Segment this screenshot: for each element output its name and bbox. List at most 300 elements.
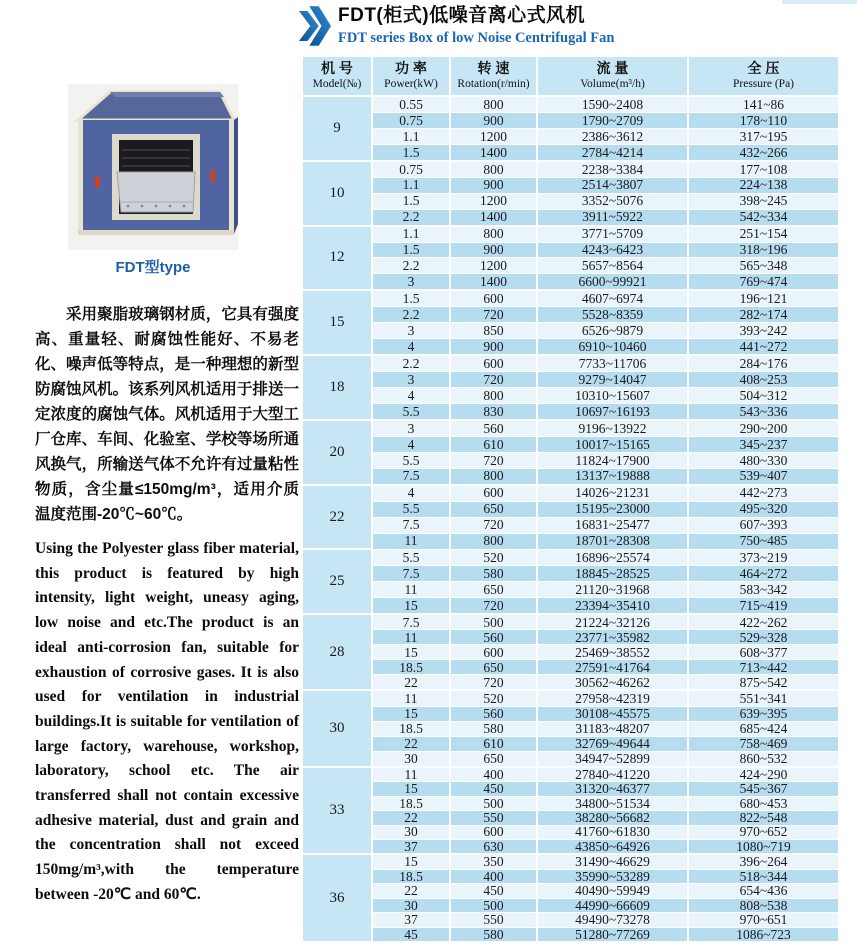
table-cell: 680~453 [689, 797, 838, 810]
table-cell: 9279~14047 [538, 372, 687, 387]
table-row [373, 839, 838, 853]
column-header-model-zh: 机 号 [321, 60, 353, 77]
table-cell: 685~424 [689, 722, 838, 736]
table-cell: 16896~25574 [538, 550, 687, 565]
table-cell: 31320~46377 [538, 782, 687, 795]
table-cell: 720 [451, 453, 536, 468]
table-row [373, 486, 838, 501]
table-cell: 393~242 [689, 323, 838, 338]
column-header-pressure [689, 57, 838, 95]
table-row [373, 517, 838, 533]
table-row [373, 883, 838, 897]
table-cell: 432~266 [689, 145, 838, 160]
table-cell: 422~262 [689, 615, 838, 629]
table-row [373, 659, 838, 674]
table-cell: 1.5 [373, 194, 449, 209]
table-cell: 10697~16193 [538, 404, 687, 419]
model-group-rows [373, 615, 838, 689]
title-block [338, 4, 614, 47]
table-cell: 5657~8564 [538, 258, 687, 273]
table-cell: 18.5 [373, 797, 449, 810]
table-cell: 5.5 [373, 502, 449, 517]
table-cell: 543~336 [689, 404, 838, 419]
table-cell: 3 [373, 372, 449, 387]
table-row [373, 452, 838, 468]
model-group [303, 291, 838, 354]
table-cell: 6910~10460 [538, 339, 687, 354]
table-cell: 7733~11706 [538, 356, 687, 371]
table-row [373, 597, 838, 613]
table-cell: 11 [373, 768, 449, 781]
table-cell: 21120~31968 [538, 582, 687, 597]
model-number-cell: 22 [303, 486, 371, 549]
table-cell: 610 [451, 737, 536, 751]
table-cell: 282~174 [689, 307, 838, 322]
table-row [373, 387, 838, 403]
table-cell: 22 [373, 675, 449, 689]
table-cell: 1086~723 [689, 928, 838, 941]
table-row [373, 550, 838, 565]
table-cell: 1200 [451, 129, 536, 144]
table-row [373, 781, 838, 795]
table-cell: 600 [451, 826, 536, 839]
table-cell: 650 [451, 752, 536, 766]
table-cell: 545~367 [689, 782, 838, 795]
model-group-rows [373, 162, 838, 225]
table-cell: 441~272 [689, 339, 838, 354]
table-cell: 5.5 [373, 550, 449, 565]
table-cell: 400 [451, 870, 536, 883]
table-cell: 720 [451, 307, 536, 322]
table-cell: 284~176 [689, 356, 838, 371]
table-cell: 22 [373, 811, 449, 824]
table-cell: 408~253 [689, 372, 838, 387]
table-cell: 970~651 [689, 913, 838, 926]
table-cell: 44990~66609 [538, 899, 687, 912]
table-row [373, 629, 838, 644]
table-cell: 0.75 [373, 162, 449, 177]
table-cell: 15 [373, 598, 449, 613]
table-cell: 1400 [451, 145, 536, 160]
column-header-power-zh: 功 率 [395, 60, 427, 77]
model-group [303, 691, 838, 765]
table-cell: 800 [451, 162, 536, 177]
table-cell: 30 [373, 826, 449, 839]
table-cell: 178~110 [689, 113, 838, 128]
table-cell: 15 [373, 855, 449, 868]
table-cell: 2386~3612 [538, 129, 687, 144]
table-cell: 464~272 [689, 566, 838, 581]
table-row [373, 581, 838, 597]
table-cell: 450 [451, 884, 536, 897]
table-cell: 580 [451, 722, 536, 736]
table-cell: 550 [451, 913, 536, 926]
table-cell: 400 [451, 768, 536, 781]
table-cell: 720 [451, 598, 536, 613]
table-cell: 551~341 [689, 691, 838, 705]
table-cell: 49490~73278 [538, 913, 687, 926]
table-cell: 560 [451, 630, 536, 644]
table-cell: 500 [451, 797, 536, 810]
model-group-rows [373, 97, 838, 160]
model-group [303, 550, 838, 613]
model-group [303, 356, 838, 419]
table-cell: 608~377 [689, 645, 838, 659]
table-cell: 875~542 [689, 675, 838, 689]
table-row [373, 273, 838, 289]
table-cell: 15 [373, 707, 449, 721]
table-row [373, 706, 838, 721]
model-group [303, 486, 838, 549]
model-group [303, 227, 838, 290]
model-group [303, 162, 838, 225]
model-group [303, 97, 838, 160]
page-title-en: FDT series Box of low Noise Centrifugal Fan [338, 30, 615, 46]
table-row [373, 356, 838, 371]
model-number-cell: 15 [303, 291, 371, 354]
table-cell: 0.55 [373, 97, 449, 112]
table-cell: 2514~3807 [538, 178, 687, 193]
table-cell: 38280~56682 [538, 811, 687, 824]
table-cell: 4607~6974 [538, 291, 687, 306]
table-cell: 450 [451, 782, 536, 795]
table-row [373, 322, 838, 338]
table-cell: 10310~15607 [538, 388, 687, 403]
table-row [373, 825, 838, 839]
model-number-cell: 36 [303, 855, 371, 941]
table-cell: 40490~59949 [538, 884, 687, 897]
table-cell: 560 [451, 707, 536, 721]
column-header-power-en: Power(kW) [384, 77, 438, 90]
model-group [303, 615, 838, 689]
table-row [373, 291, 838, 306]
table-cell: 4 [373, 339, 449, 354]
column-header-rotation-en: Rotation(r/min) [457, 77, 530, 90]
table-cell: 808~538 [689, 899, 838, 912]
table-cell: 1400 [451, 210, 536, 225]
table-cell: 4 [373, 437, 449, 452]
table-cell: 715~419 [689, 598, 838, 613]
table-cell: 542~334 [689, 210, 838, 225]
table-cell: 31183~48207 [538, 722, 687, 736]
table-cell: 317~195 [689, 129, 838, 144]
table-cell: 900 [451, 113, 536, 128]
column-header-model [303, 57, 371, 95]
table-cell: 800 [451, 534, 536, 549]
table-cell: 3352~5076 [538, 194, 687, 209]
table-row [373, 615, 838, 629]
table-row [373, 751, 838, 766]
table-cell: 583~342 [689, 582, 838, 597]
table-cell: 22 [373, 884, 449, 897]
photo-caption: FDT型type [115, 259, 191, 276]
model-group-rows [373, 768, 838, 854]
table-cell: 177~108 [689, 162, 838, 177]
table-row [373, 533, 838, 549]
table-cell: 769~474 [689, 274, 838, 289]
table-cell: 520 [451, 691, 536, 705]
table-cell: 51280~77269 [538, 928, 687, 941]
table-row [373, 421, 838, 436]
model-group-rows [373, 421, 838, 484]
table-cell: 7.5 [373, 518, 449, 533]
table-cell: 560 [451, 421, 536, 436]
table-row [373, 193, 838, 209]
table-row [373, 721, 838, 736]
model-group [303, 768, 838, 854]
table-cell: 11 [373, 534, 449, 549]
table-row [373, 565, 838, 581]
table-row [373, 691, 838, 705]
table-row [373, 855, 838, 868]
table-cell: 31490~46629 [538, 855, 687, 868]
table-cell: 1590~2408 [538, 97, 687, 112]
table-cell: 3911~5922 [538, 210, 687, 225]
table-cell: 600 [451, 291, 536, 306]
table-cell: 1.1 [373, 227, 449, 242]
spec-table [303, 57, 838, 941]
table-cell: 6526~9879 [538, 323, 687, 338]
table-cell: 713~442 [689, 660, 838, 674]
table-cell: 822~548 [689, 811, 838, 824]
table-cell: 800 [451, 469, 536, 484]
table-cell: 34800~51534 [538, 797, 687, 810]
table-cell: 15195~23000 [538, 502, 687, 517]
table-row [373, 810, 838, 824]
table-cell: 1080~719 [689, 840, 838, 853]
table-cell: 639~395 [689, 707, 838, 721]
table-cell: 2.2 [373, 210, 449, 225]
column-header-model-en: Model(№) [312, 77, 362, 90]
model-number-cell: 28 [303, 615, 371, 689]
table-cell: 600 [451, 486, 536, 501]
model-number-cell: 20 [303, 421, 371, 484]
model-group-rows [373, 291, 838, 354]
table-header-row [303, 57, 838, 95]
table-cell: 2238~3384 [538, 162, 687, 177]
table-row [373, 112, 838, 128]
table-row [373, 644, 838, 659]
page-header [299, 4, 614, 48]
model-number-cell: 18 [303, 356, 371, 419]
table-cell: 1200 [451, 258, 536, 273]
table-cell: 600 [451, 645, 536, 659]
table-row [373, 144, 838, 160]
table-row [373, 338, 838, 354]
table-cell: 290~200 [689, 421, 838, 436]
table-cell: 4 [373, 486, 449, 501]
model-group-rows [373, 691, 838, 765]
table-cell: 25469~38552 [538, 645, 687, 659]
table-cell: 900 [451, 178, 536, 193]
table-cell: 580 [451, 566, 536, 581]
table-cell: 21224~32126 [538, 615, 687, 629]
table-cell: 720 [451, 675, 536, 689]
column-header-volume-zh: 流 量 [596, 60, 629, 77]
table-row [373, 306, 838, 322]
table-row [373, 128, 838, 144]
table-cell: 27840~41220 [538, 768, 687, 781]
table-cell: 7.5 [373, 566, 449, 581]
table-cell: 580 [451, 928, 536, 941]
column-header-rotation-zh: 转 速 [477, 60, 510, 77]
table-row [373, 177, 838, 193]
table-cell: 14026~21231 [538, 486, 687, 501]
column-header-pressure-en: Pressure (Pa) [733, 77, 794, 90]
table-cell: 2784~4214 [538, 145, 687, 160]
table-cell: 45 [373, 928, 449, 941]
table-cell: 7.5 [373, 615, 449, 629]
table-cell: 398~245 [689, 194, 838, 209]
table-row [373, 227, 838, 242]
table-cell: 650 [451, 582, 536, 597]
table-cell: 518~344 [689, 870, 838, 883]
table-cell: 11 [373, 582, 449, 597]
table-cell: 30 [373, 899, 449, 912]
table-cell: 3771~5709 [538, 227, 687, 242]
table-cell: 500 [451, 615, 536, 629]
table-row [373, 209, 838, 225]
table-row [373, 403, 838, 419]
table-cell: 1.1 [373, 129, 449, 144]
table-cell: 3 [373, 323, 449, 338]
table-cell: 11 [373, 630, 449, 644]
table-cell: 860~532 [689, 752, 838, 766]
table-cell: 10017~15165 [538, 437, 687, 452]
column-header-volume [538, 57, 687, 95]
table-cell: 41760~61830 [538, 826, 687, 839]
table-cell: 27958~42319 [538, 691, 687, 705]
table-cell: 251~154 [689, 227, 838, 242]
table-cell: 9196~13922 [538, 421, 687, 436]
table-cell: 30108~45575 [538, 707, 687, 721]
table-cell: 480~330 [689, 453, 838, 468]
table-row [373, 242, 838, 258]
description-en: Using the Polyester glass fiber material, this product is featured by high intensity, light weight, uneasy aging, low noise and etc.The product is an ideal anti-corrosion fan, suitable for exhaustion of corrosive gases. It is also used for ventilation in industrial buildings.It is suitable for ventilation of large factory, warehouse, workshop, laboratory, school etc. The air transferred shall not contain excessive adhesive material, dust and grain and the concentration shall not exceed 150mg/m³,with the temperature between -20℃ and 60℃. [35, 540, 299, 903]
table-cell: 23771~35982 [538, 630, 687, 644]
table-cell: 18701~28308 [538, 534, 687, 549]
table-cell: 30562~46262 [538, 675, 687, 689]
table-cell: 11 [373, 691, 449, 705]
table-row [373, 736, 838, 751]
table-cell: 2.2 [373, 356, 449, 371]
table-cell: 18.5 [373, 660, 449, 674]
table-cell: 5528~8359 [538, 307, 687, 322]
table-cell: 900 [451, 243, 536, 258]
table-cell: 396~264 [689, 855, 838, 868]
table-row [373, 468, 838, 484]
table-cell: 18.5 [373, 870, 449, 883]
table-cell: 650 [451, 502, 536, 517]
table-row [373, 869, 838, 883]
table-cell: 1.1 [373, 178, 449, 193]
table-cell: 720 [451, 372, 536, 387]
table-cell: 13137~19888 [538, 469, 687, 484]
table-cell: 539~407 [689, 469, 838, 484]
model-group [303, 421, 838, 484]
table-cell: 22 [373, 737, 449, 751]
table-cell: 565~348 [689, 258, 838, 273]
table-cell: 630 [451, 840, 536, 853]
table-cell: 900 [451, 339, 536, 354]
column-header-pressure-zh: 全 压 [747, 60, 780, 77]
model-number-cell: 33 [303, 768, 371, 854]
model-number-cell: 25 [303, 550, 371, 613]
table-cell: 30 [373, 752, 449, 766]
table-cell: 3 [373, 274, 449, 289]
table-cell: 4 [373, 388, 449, 403]
table-cell: 600 [451, 356, 536, 371]
table-cell: 37 [373, 840, 449, 853]
table-cell: 35990~53289 [538, 870, 687, 883]
table-row [373, 97, 838, 112]
double-chevron-icon [299, 4, 331, 48]
table-cell: 37 [373, 913, 449, 926]
table-row [373, 371, 838, 387]
table-row [373, 162, 838, 177]
table-cell: 5.5 [373, 453, 449, 468]
table-row [373, 927, 838, 941]
table-cell: 800 [451, 97, 536, 112]
table-cell: 224~138 [689, 178, 838, 193]
table-cell: 15 [373, 782, 449, 795]
table-cell: 18845~28525 [538, 566, 687, 581]
table-cell: 800 [451, 388, 536, 403]
table-row [373, 898, 838, 912]
table-cell: 6600~99921 [538, 274, 687, 289]
table-cell: 720 [451, 518, 536, 533]
table-cell: 34947~52899 [538, 752, 687, 766]
model-number-cell: 10 [303, 162, 371, 225]
table-cell: 1790~2709 [538, 113, 687, 128]
table-cell: 318~196 [689, 243, 838, 258]
model-group-rows [373, 486, 838, 549]
table-cell: 800 [451, 227, 536, 242]
description-zh: 采用聚脂玻璃钢材质，它具有强度高、重量轻、耐腐蚀性能好、不易老化、噪声低等特点，是一种理想的新型防腐蚀风机。该系列风机适用于排送一定浓度的腐蚀气体。风机适用于大型工厂仓库、车间、化验室、学校等场所通风换气，所输送气体不允许有过量粘性物质，含尘量≤150mg/m³，适用介质温度范围-20℃~60℃。 [35, 306, 299, 523]
column-header-power [373, 57, 449, 95]
table-cell: 1400 [451, 274, 536, 289]
table-cell: 2.2 [373, 258, 449, 273]
table-cell: 442~273 [689, 486, 838, 501]
table-cell: 18.5 [373, 722, 449, 736]
table-cell: 32769~49644 [538, 737, 687, 751]
model-group [303, 855, 838, 941]
table-cell: 758~469 [689, 737, 838, 751]
table-cell: 1.5 [373, 243, 449, 258]
table-cell: 4243~6423 [538, 243, 687, 258]
table-row [373, 257, 838, 273]
table-cell: 650 [451, 660, 536, 674]
table-cell: 1.5 [373, 291, 449, 306]
table-cell: 11824~17900 [538, 453, 687, 468]
table-cell: 43850~64926 [538, 840, 687, 853]
model-group-rows [373, 855, 838, 941]
table-cell: 350 [451, 855, 536, 868]
table-cell: 23394~35410 [538, 598, 687, 613]
table-cell: 1.5 [373, 145, 449, 160]
table-row [373, 796, 838, 810]
column-header-rotation [451, 57, 536, 95]
table-cell: 750~485 [689, 534, 838, 549]
table-cell: 504~312 [689, 388, 838, 403]
table-cell: 0.75 [373, 113, 449, 128]
table-cell: 529~328 [689, 630, 838, 644]
table-cell: 1200 [451, 194, 536, 209]
table-cell: 850 [451, 323, 536, 338]
table-cell: 7.5 [373, 469, 449, 484]
model-number-cell: 30 [303, 691, 371, 765]
table-cell: 830 [451, 404, 536, 419]
